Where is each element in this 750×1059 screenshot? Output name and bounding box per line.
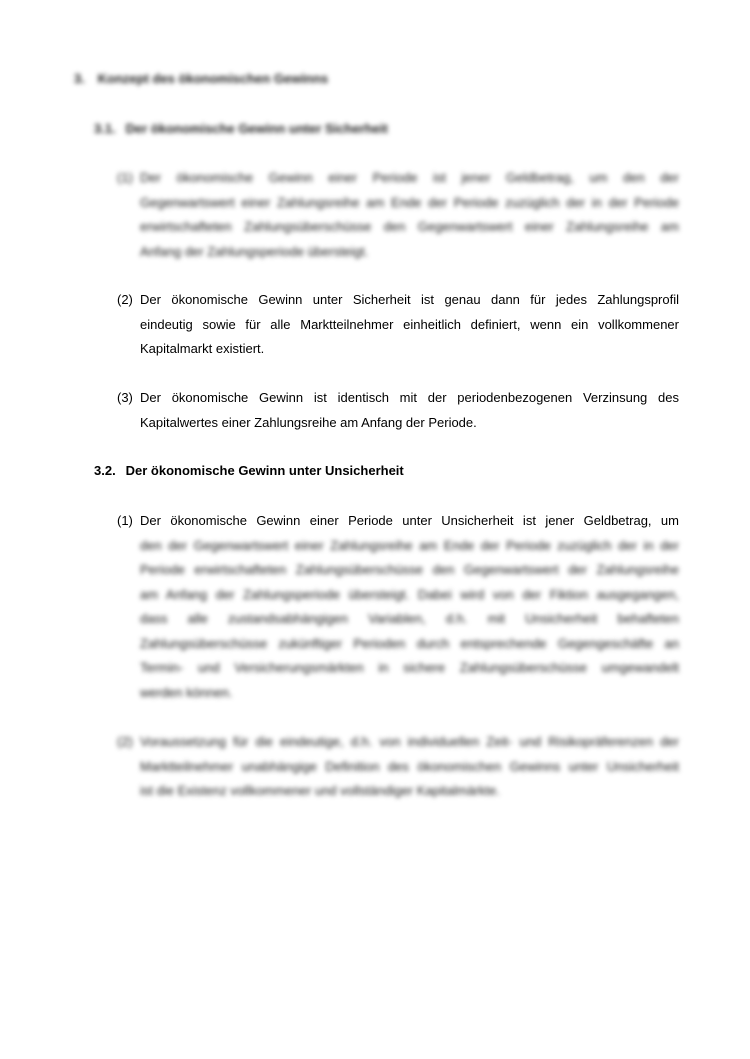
text-line: Periode erwirtschafteten Zahlungsüberschüsse den Gegenwartswert der Zahlungsreihe	[140, 562, 679, 577]
text-line: am Anfang der Zahlungsperiode übersteigt. Dabei wird von der Fiktion ausgegangen,	[140, 586, 679, 602]
text-line: Kapitalmarkt existiert.	[140, 341, 265, 356]
item-number: (3)	[117, 390, 133, 405]
section-3-1-number: 3.1.	[94, 121, 116, 136]
section-3-2-item-2	[117, 730, 679, 804]
section-3-1-item-3	[117, 386, 679, 435]
text-line: Der ökonomische Gewinn einer Periode unter Unsicherheit ist jener Geldbetrag, um	[140, 513, 679, 528]
text-line: eindeutig sowie für alle Marktteilnehmer einheitlich definiert, wenn ein vollkommener	[140, 316, 679, 332]
section-3-title: Konzept des ökonomischen Gewinns	[97, 71, 329, 86]
text-line: Marktteilnehmer unabhängige Definition des ökonomischen Gewinns unter Unsicherheit	[140, 758, 679, 774]
text-line: Der ökonomische Gewinn einer Periode ist jener Geldbetrag, um den der	[140, 170, 679, 185]
text-line: erwirtschafteten Zahlungsüberschüsse den Gegenwartswert einer Zahlungsreihe am	[140, 219, 679, 234]
item-text	[140, 730, 679, 804]
text-line: den der Gegenwartswert einer Zahlungsreihe am Ende der Periode zuzüglich der in der	[140, 537, 679, 553]
text-line: ist die Existenz vollkommener und vollständiger Kapitalmärkte.	[140, 783, 500, 798]
section-3-1-heading	[94, 121, 388, 137]
text-line: Der ökonomische Gewinn unter Sicherheit ist genau dann für jedes Zahlungsprofil	[140, 292, 679, 307]
item-text	[140, 386, 679, 435]
text-line: Gegenwartswert einer Zahlungsreihe am Ende der Periode zuzüglich der in der Periode	[140, 194, 679, 210]
section-3-2-title: Der ökonomische Gewinn unter Unsicherheit	[125, 463, 404, 478]
item-number: (1)	[117, 170, 133, 185]
item-number: (1)	[117, 513, 133, 528]
text-line: Kapitalwertes einer Zahlungsreihe am Anfang der Periode.	[140, 414, 477, 430]
item-number: (2)	[117, 734, 133, 749]
text-line: Zahlungsüberschüsse zukünftiger Perioden durch entsprechende Gegengeschäfte an	[140, 635, 679, 651]
text-line: Termin- und Versicherungsmärkten in sichere Zahlungsüberschüsse umgewandelt	[140, 660, 679, 675]
text-line: werden können.	[140, 684, 233, 700]
section-3-1-item-2	[117, 288, 679, 362]
text-line: dass alle zustandsabhängigen Variablen, d.h. mit Unsicherheit behafteten	[140, 611, 679, 626]
item-text	[140, 166, 679, 264]
section-3-1-item-1	[117, 166, 679, 264]
item-text	[140, 509, 679, 705]
section-3-2-item-1	[117, 509, 679, 705]
section-3-2-number: 3.2.	[94, 463, 116, 478]
text-line: Voraussetzung für die eindeutige, d.h. von individuellen Zeit- und Risikopräferenzen der	[140, 734, 679, 749]
section-3-number: 3.	[74, 71, 85, 86]
section-3-1-title: Der ökonomische Gewinn unter Sicherheit	[125, 121, 388, 136]
item-number: (2)	[117, 292, 133, 307]
section-3-2-heading	[94, 463, 404, 479]
text-line: Der ökonomische Gewinn ist identisch mit der periodenbezogenen Verzinsung des	[140, 390, 679, 405]
item-text	[140, 288, 679, 362]
text-line: Anfang der Zahlungsperiode übersteigt.	[140, 243, 369, 259]
section-3-heading	[74, 71, 328, 87]
